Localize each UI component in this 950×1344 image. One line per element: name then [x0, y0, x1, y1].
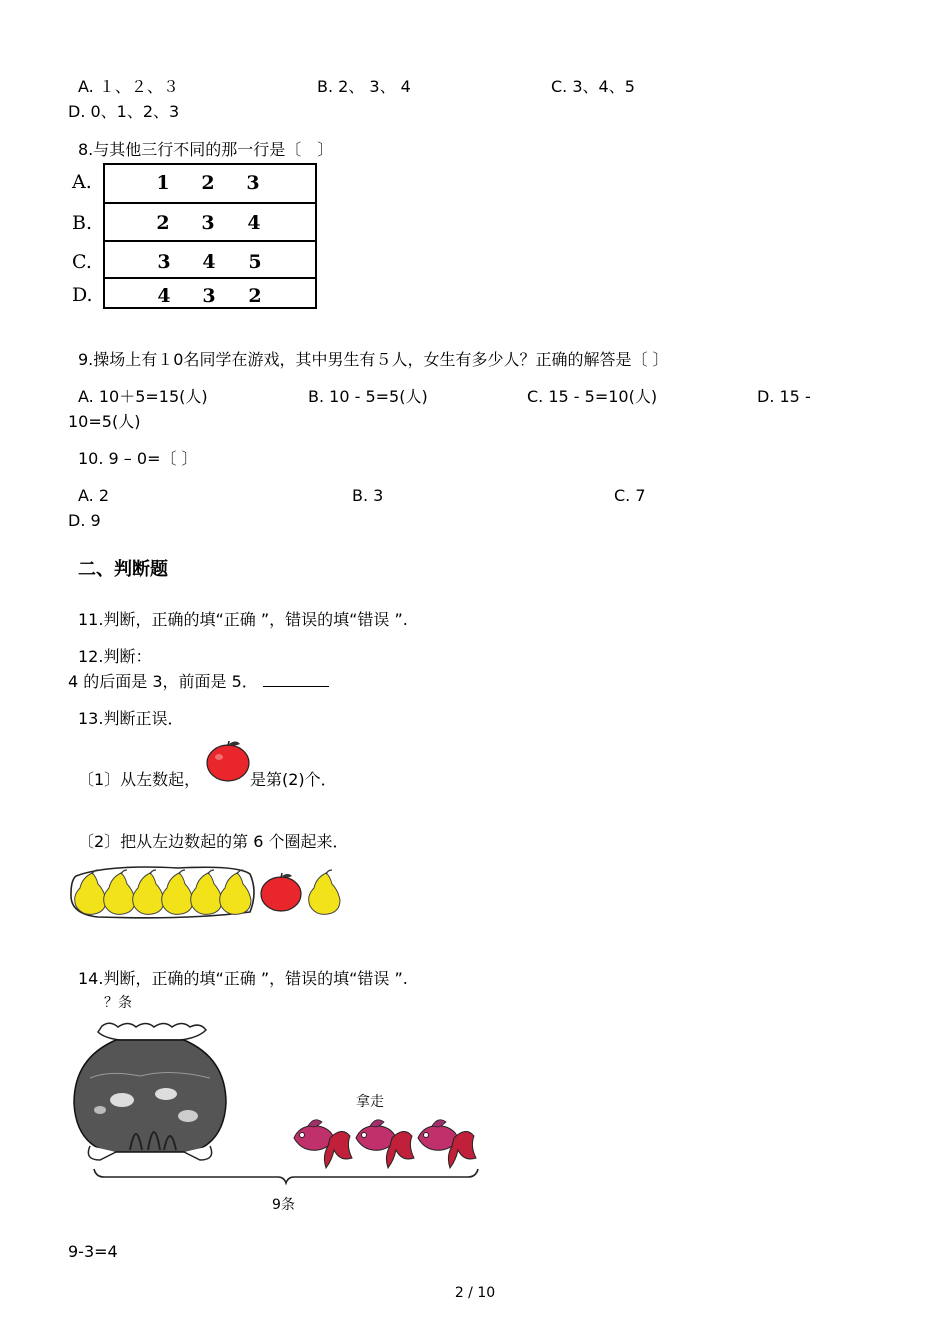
q10-stem: 10. 9 – 0=〔 〕 — [78, 449, 198, 468]
pear-icon — [220, 870, 251, 914]
q9-option-d: D. 15 - — [757, 387, 811, 406]
fishbowl-icon — [70, 1018, 230, 1168]
q8-row-label-b: B. — [72, 212, 93, 234]
pear-icon — [309, 870, 340, 914]
pear-icon — [75, 870, 106, 914]
q8-table-border — [103, 163, 317, 309]
q9-option-a: A. 10＋5=15(人) — [78, 387, 208, 406]
q10-option-c: C. 7 — [614, 486, 646, 505]
q7-option-c: C. 3、4、5 — [551, 77, 635, 96]
q13-part1-suffix: 是第(2)个． — [250, 770, 337, 789]
q14-bowl-label: ？条 — [104, 995, 132, 1011]
page-number: 2 / 10 — [454, 1285, 496, 1301]
q7-option-b: B. 2、 3、 4 — [317, 77, 411, 96]
q12-stem: 12.判断： — [78, 647, 152, 666]
q13-part1-prefix: 〔1〕从左数起， — [78, 770, 201, 789]
q8-cell: 3 — [201, 212, 215, 234]
q8-cell: 2 — [201, 172, 215, 194]
q8-cell: 4 — [202, 251, 216, 273]
q12-answer-blank[interactable] — [263, 672, 329, 687]
q9-option-c: C. 15 - 5=10(人) — [527, 387, 658, 406]
q10-option-b: B. 3 — [352, 486, 384, 505]
q8-cell: 4 — [247, 212, 261, 234]
q8-stem: 8.与其他三行不同的那一行是〔 〕 — [78, 140, 334, 159]
q8-cell: 1 — [156, 172, 170, 194]
q8-cell: 4 — [157, 285, 171, 307]
q8-row-label-d: D. — [72, 284, 93, 306]
q8-cell: 2 — [248, 285, 262, 307]
q7-option-a: A. １、２、３ — [78, 77, 179, 96]
q8-row-label-c: C. — [72, 251, 92, 273]
q8-cell: 3 — [157, 251, 171, 273]
q14-take-label: 拿走 — [356, 1094, 384, 1110]
q13-part2: 〔2〕把从左边数起的第 6 个圈起来． — [78, 832, 349, 851]
q8-cell: 2 — [156, 212, 170, 234]
apple-icon — [261, 873, 301, 911]
pear-icon — [104, 870, 135, 914]
q9-option-b: B. 10 - 5=5(人) — [308, 387, 428, 406]
q14-stem: 14.判断，正确的填“正确 ”，错误的填“错误 ”. — [78, 969, 408, 988]
q9-stem: 9.操场上有１0名同学在游戏，其中男生有５人，女生有多少人？正确的解答是〔 〕 — [78, 350, 669, 369]
pear-icon — [133, 870, 164, 914]
q8-cell: 3 — [246, 172, 260, 194]
goldfish-icon — [294, 1120, 352, 1168]
pear-icon — [162, 870, 193, 914]
q13-stem: 13.判断正误． — [78, 709, 184, 728]
q12-statement-text: 4 的后面是 3，前面是 5． — [68, 672, 258, 691]
q8-row-label-a: A. — [72, 171, 92, 193]
goldfish-icon — [418, 1120, 476, 1168]
q9-option-d-continued: 10=5(人) — [68, 412, 141, 431]
q8-row-divider — [105, 277, 315, 279]
q11-stem: 11.判断，正确的填“正确 ”，错误的填“错误 ”. — [78, 610, 408, 629]
q14-total-label: 9条 — [272, 1197, 295, 1213]
q12-statement — [68, 672, 329, 692]
goldfish-icon — [356, 1120, 414, 1168]
q14-equation: 9-3=4 — [68, 1242, 118, 1261]
pear-icon — [191, 870, 222, 914]
section-heading-judgement: 二、判断题 — [78, 559, 168, 580]
q8-cell: 3 — [202, 285, 216, 307]
q8-number-table — [70, 163, 320, 311]
q8-row-divider — [105, 202, 315, 204]
apple-icon — [204, 738, 252, 784]
q8-row-divider — [105, 240, 315, 242]
q10-option-a: A. 2 — [78, 486, 110, 505]
q14-total-brace — [90, 1165, 482, 1185]
q8-cell: 5 — [248, 251, 262, 273]
q10-option-d: D. 9 — [68, 511, 101, 530]
q13-fruit-row — [68, 862, 348, 922]
q7-option-d: D. 0、1、2、3 — [68, 102, 180, 121]
